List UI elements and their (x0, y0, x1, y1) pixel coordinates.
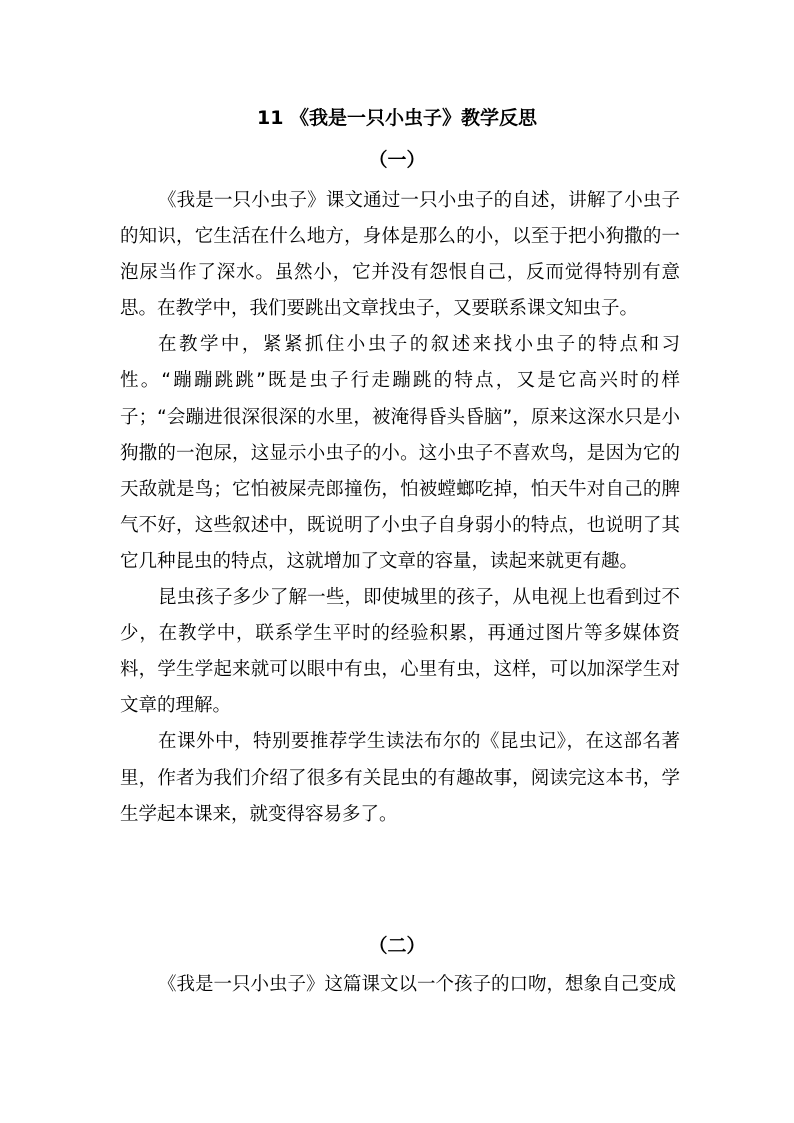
paragraph: 《我是一只小虫子》课文通过一只小虫子的自述，讲解了小虫子的知识，它生活在什么地方，身体是那么的小，以至于把小狗撒的一泡尿当作了深水。虽然小，它并没有怨恨自己，反而觉得特别有意思。在教学中，我们要跳出文章找虫子，又要联系课文知虫子。 (120, 190, 680, 320)
document-title: 11 《我是一只小虫子》教学反思 (256, 107, 538, 129)
paragraph: 在教学中，紧紧抓住小虫子的叙述来找小虫子的特点和习性。“蹦蹦跳跳”既是虫子行走蹦跳的特点，又是它高兴时的样子；“会蹦进很深很深的水里，被淹得昏头昏脑”，原来这深水只是小狗撒的一泡尿，这显示小虫子的小。这小虫子不喜欢鸟，是因为它的天敌就是鸟；它怕被屎壳郎撞伤，怕被螳螂吃掉，怕天牛对自己的脾气不好，这些叙述中，既说明了小虫子自身弱小的特点，也说明了其它几种昆虫的特点，这就增加了文章的容量，读起来就更有趣。 (120, 334, 680, 572)
section-1-body (120, 183, 680, 833)
section-heading-1: （一） (368, 149, 426, 171)
section-2-body (120, 967, 680, 1003)
paragraph: 《我是一只小虫子》这篇课文以一个孩子的口吻，想象自己变成 (158, 974, 677, 995)
paragraph: 在课外中，特别要推荐学生读法布尔的《昆虫记》，在这部名著里，作者为我们介绍了很多有关昆虫的有趣故事，阅读完这本书，学生学起本课来，就变得容易多了。 (120, 731, 680, 825)
paragraph: 昆虫孩子多少了解一些，即使城里的孩子，从电视上也看到过不少，在教学中，联系学生平时的经验积累，再通过图片等多媒体资料，学生学起来就可以眼中有虫，心里有虫，这样，可以加深学生对文章的理解。 (120, 587, 680, 717)
section-heading-2: （二） (368, 935, 426, 957)
